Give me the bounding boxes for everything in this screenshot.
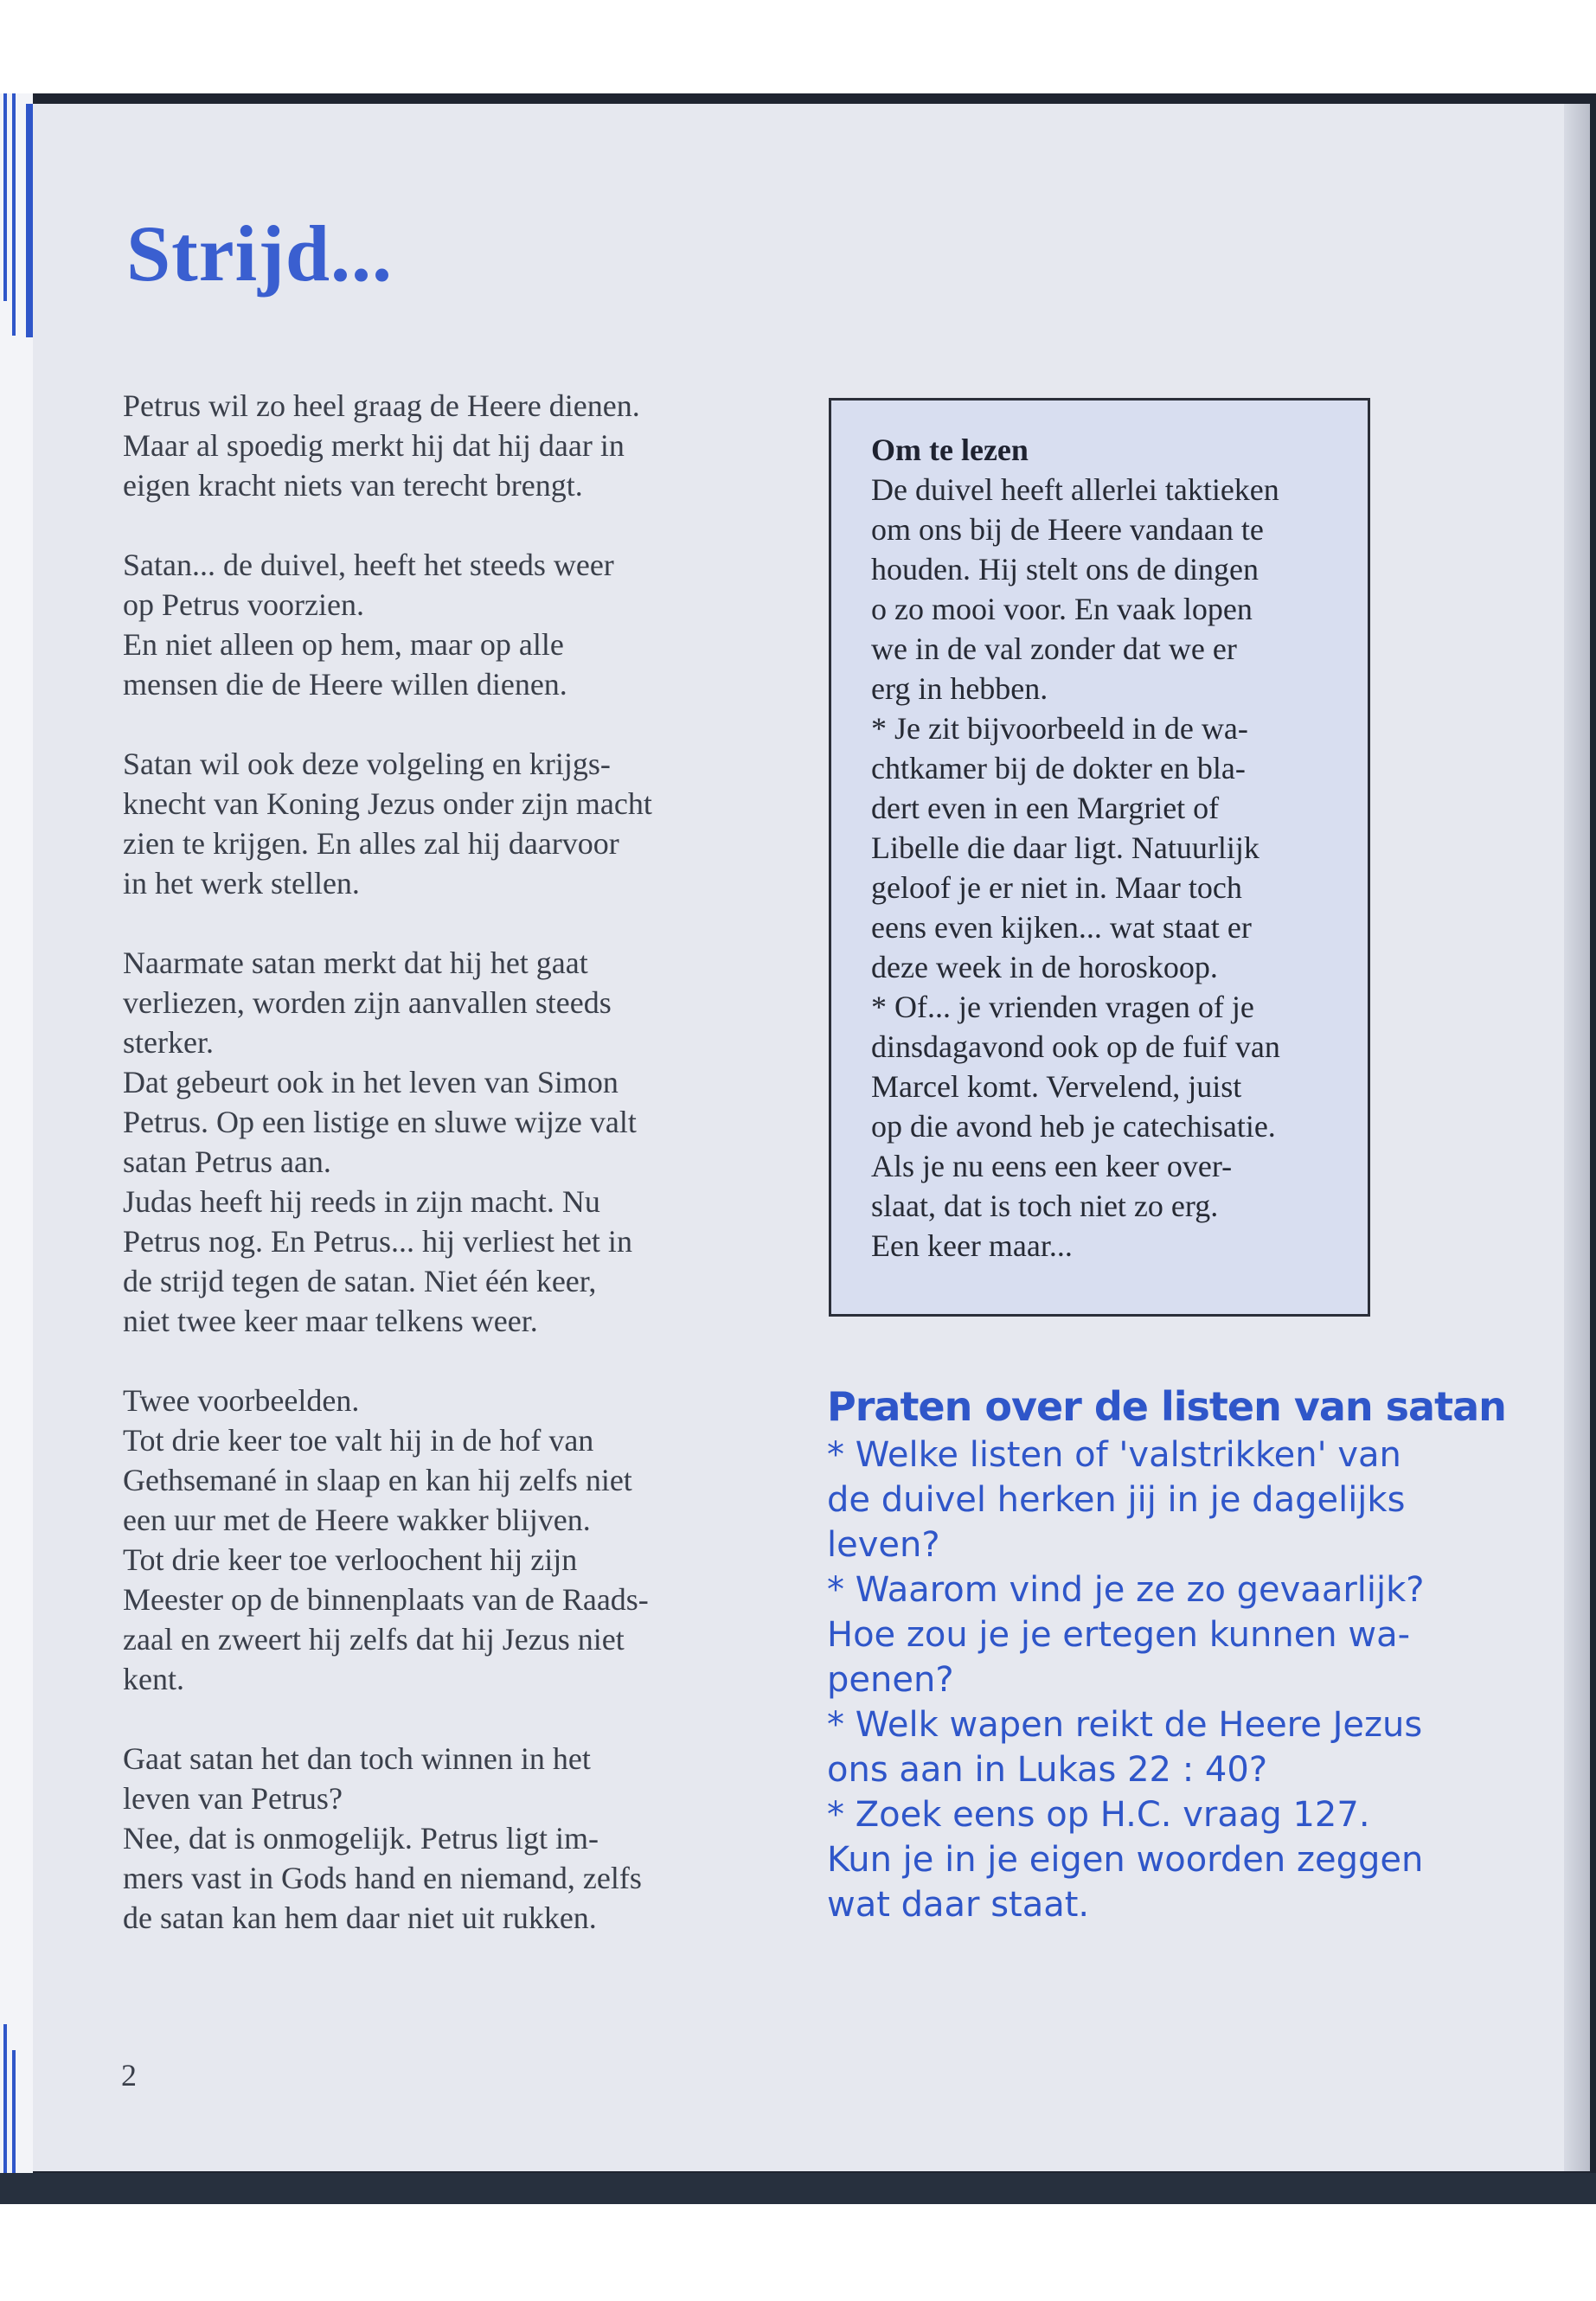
binding-rule (3, 93, 7, 301)
reading-box-line: * Je zit bijvoorbeeld in de wa- (871, 711, 1248, 746)
text-line: Twee voorbeelden. (123, 1383, 360, 1418)
discussion-line: de duivel herken jij in je dagelijks (827, 1480, 1406, 1520)
text-line: de strijd tegen de satan. Niet één keer, (123, 1264, 597, 1298)
reading-box-line: we in de val zonder dat we er (871, 631, 1237, 666)
text-line: een uur met de Heere wakker blijven. (123, 1503, 591, 1537)
text-line: Tot drie keer toe valt hij in de hof van (123, 1423, 594, 1458)
reading-box-line: chtkamer bij de dokter en bla- (871, 751, 1246, 785)
reading-box-line: Een keer maar... (871, 1228, 1073, 1263)
body-paragraph (123, 1739, 728, 1938)
text-line: Gethsemané in slaap en kan hij zelfs niet (123, 1463, 632, 1497)
book-cover-edge (0, 2173, 1596, 2204)
body-paragraph (123, 744, 728, 903)
reading-box-line: De duivel heeft allerlei taktieken (871, 472, 1279, 507)
reading-box-line: Als je nu eens een keer over- (871, 1149, 1233, 1183)
body-paragraph (123, 1381, 728, 1699)
page-title: Strijd... (126, 209, 393, 298)
discussion-line: * Zoek eens op H.C. vraag 127. (827, 1795, 1370, 1835)
discussion-line: Kun je in je eigen woorden zeggen (827, 1840, 1424, 1880)
reading-box-line: eens even kijken... wat staat er (871, 910, 1252, 945)
text-line: de satan kan hem daar niet uit rukken. (123, 1900, 597, 1935)
text-line: in het werk stellen. (123, 866, 360, 901)
reading-box-line: dert even in een Margriet of (871, 791, 1220, 825)
discussion-line: * Welk wapen reikt de Heere Jezus (827, 1705, 1423, 1745)
text-line: Satan... de duivel, heeft het steeds weer (123, 548, 614, 582)
text-line: Meester op de binnenplaats van de Raads- (123, 1582, 649, 1617)
discussion-title: Praten over de listen van satan (827, 1383, 1506, 1430)
text-line: mensen die de Heere willen dienen. (123, 667, 567, 702)
reading-box-line: erg in hebben. (871, 671, 1048, 706)
text-line: Naarmate satan merkt dat hij het gaat (123, 945, 588, 980)
binding-rule (3, 2024, 7, 2180)
reading-box-line: Libelle die daar ligt. Natuurlijk (871, 830, 1259, 865)
text-line: knecht van Koning Jezus onder zijn macht (123, 786, 652, 821)
discussion-line: wat daar staat. (827, 1885, 1090, 1925)
text-line: Dat gebeurt ook in het leven van Simon (123, 1065, 619, 1099)
discussion-line: * Waarom vind je ze zo gevaarlijk? (827, 1570, 1425, 1610)
reading-box-line: op die avond heb je catechisatie. (871, 1109, 1276, 1144)
reading-box-line: o zo mooi voor. En vaak lopen (871, 592, 1253, 626)
accent-bar (26, 104, 33, 337)
text-line: verliezen, worden zijn aanvallen steeds (123, 985, 612, 1020)
text-line: En niet alleen op hem, maar op alle (123, 627, 564, 662)
body-paragraph (123, 545, 728, 704)
text-line: Petrus. Op een listige en sluwe wijze valt (123, 1105, 637, 1139)
text-line: Maar al spoedig merkt hij dat hij daar in (123, 428, 625, 463)
text-line: sterker. (123, 1025, 214, 1060)
text-line: Gaat satan het dan toch winnen in het (123, 1741, 591, 1776)
text-line: Petrus wil zo heel graag de Heere dienen. (123, 388, 640, 423)
reading-box-line: geloof je er niet in. Maar toch (871, 870, 1242, 905)
text-line: zaal en zweert hij zelfs dat hij Jezus niet (123, 1622, 625, 1657)
body-paragraph (123, 943, 728, 1341)
text-line: Petrus nog. En Petrus... hij verliest het in (123, 1224, 632, 1259)
discussion-line: * Welke listen of 'valstrikken' van (827, 1435, 1401, 1475)
text-line: leven van Petrus? (123, 1781, 343, 1816)
reading-box (829, 398, 1370, 1317)
discussion-line: penen? (827, 1660, 954, 1700)
reading-box-line: slaat, dat is toch niet zo erg. (871, 1189, 1219, 1223)
text-line: eigen kracht niets van terecht brengt. (123, 468, 583, 503)
reading-box-line: dinsdagavond ook op de fuif van (871, 1029, 1280, 1064)
text-line: Nee, dat is onmogelijk. Petrus ligt im- (123, 1821, 599, 1856)
text-line: zien te krijgen. En alles zal hij daarvoor (123, 826, 619, 861)
reading-box-line: deze week in de horoskoop. (871, 950, 1218, 984)
text-line: niet twee keer maar telkens weer. (123, 1304, 538, 1338)
reading-box-line: * Of... je vrienden vragen of je (871, 990, 1254, 1024)
body-text-column (123, 386, 728, 1977)
reading-box-heading: Om te lezen (871, 433, 1029, 467)
reading-box-line: houden. Hij stelt ons de dingen (871, 552, 1259, 586)
reading-box-line: om ons bij de Heere vandaan te (871, 512, 1264, 547)
body-paragraph (123, 386, 728, 505)
text-line: Tot drie keer toe verloochent hij zijn (123, 1542, 578, 1577)
binding-rule (12, 2050, 16, 2180)
text-line: mers vast in Gods hand en niemand, zelfs (123, 1861, 642, 1895)
text-line: kent. (123, 1662, 184, 1696)
discussion-section (827, 1381, 1571, 1927)
text-line: Judas heeft hij reeds in zijn macht. Nu (123, 1184, 600, 1219)
binding-rule (12, 93, 16, 336)
discussion-line: leven? (827, 1525, 940, 1565)
page-number: 2 (121, 2058, 137, 2093)
page-binding (0, 93, 33, 2204)
text-line: op Petrus voorzien. (123, 587, 364, 622)
text-line: Satan wil ook deze volgeling en krijgs- (123, 747, 611, 781)
text-line: satan Petrus aan. (123, 1144, 331, 1179)
discussion-line: Hoe zou je je ertegen kunnen wa- (827, 1615, 1411, 1655)
reading-box-line: Marcel komt. Vervelend, juist (871, 1069, 1242, 1104)
discussion-line: ons aan in Lukas 22 : 40? (827, 1750, 1268, 1790)
